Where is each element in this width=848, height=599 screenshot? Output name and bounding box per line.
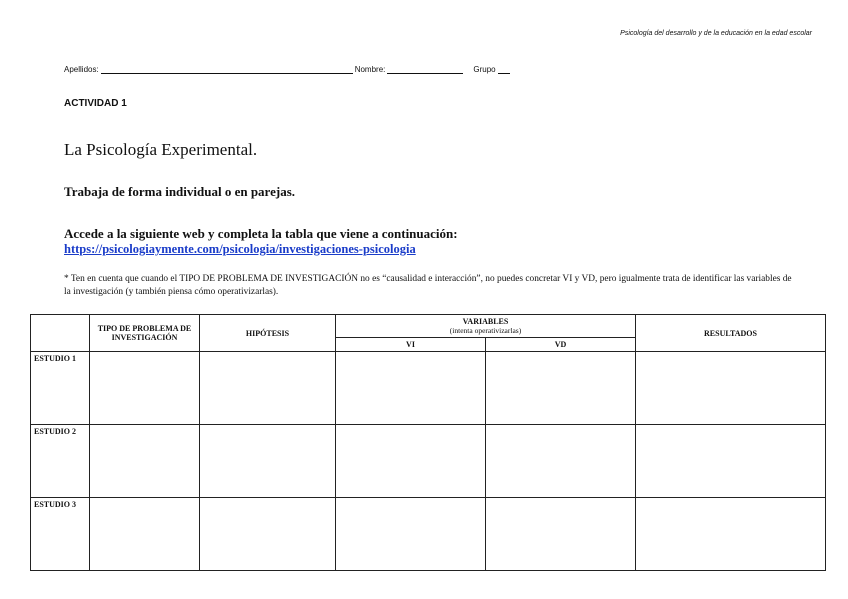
cell-hypothesis[interactable] [200,352,336,425]
table-row [31,352,826,425]
header-variables [336,315,636,338]
cell-hypothesis[interactable] [200,425,336,498]
cell-vd[interactable] [486,425,636,498]
document-header-note: Psicología del desarrollo y de la educación en la edad escolar [620,30,812,37]
cell-hypothesis[interactable] [200,498,336,571]
row-label: ESTUDIO 3 [31,498,90,571]
cell-problem-type[interactable] [90,352,200,425]
instruction-text: Trabaja de forma individual o en parejas. [64,184,296,199]
header-vi: VI [336,338,486,352]
cell-vi[interactable] [336,352,486,425]
cell-vi[interactable] [336,498,486,571]
surname-field[interactable] [101,64,353,74]
student-info-row [64,64,512,74]
name-label: Nombre: [354,65,386,74]
header-results: RESULTADOS [636,315,826,352]
group-field[interactable] [498,64,510,74]
page-title: La Psicología Experimental. [64,140,258,159]
header-problem-type: TIPO DE PROBLEMA DE INVESTIGACIÓN [90,315,200,352]
cell-problem-type[interactable] [90,425,200,498]
cell-vi[interactable] [336,425,486,498]
row-label: ESTUDIO 2 [31,425,90,498]
study-table [30,314,826,571]
cell-results[interactable] [636,425,826,498]
corner-cell [31,315,90,352]
access-instruction: Accede a la siguiente web y completa la tabla que viene a continuación: [64,226,458,241]
table-row [31,498,826,571]
table-row [31,425,826,498]
group-label: Grupo [473,65,496,74]
reference-link[interactable]: https://psicologiaymente.com/psicologia/investigaciones-psicologia [64,242,416,256]
surname-label: Apellidos: [64,65,99,74]
name-field[interactable] [387,64,463,74]
header-vd: VD [486,338,636,352]
cell-results[interactable] [636,498,826,571]
header-hypothesis: HIPÓTESIS [200,315,336,352]
cell-results[interactable] [636,352,826,425]
cell-problem-type[interactable] [90,498,200,571]
header-variables-label: VARIABLES [462,317,509,326]
activity-label: ACTIVIDAD 1 [64,98,127,109]
footnote-text: * Ten en cuenta que cuando el TIPO DE PROBLEMA DE INVESTIGACIÓN no es “causalidad e interacción”, no puedes concretar VI y VD, pero igualmente trata de identificar las variables de la investigación (y también piensa cómo operativizarlas). [64,274,792,297]
cell-vd[interactable] [486,498,636,571]
row-label: ESTUDIO 1 [31,352,90,425]
cell-vd[interactable] [486,352,636,425]
header-variables-subtitle: (intenta operativizarlas) [449,326,522,335]
